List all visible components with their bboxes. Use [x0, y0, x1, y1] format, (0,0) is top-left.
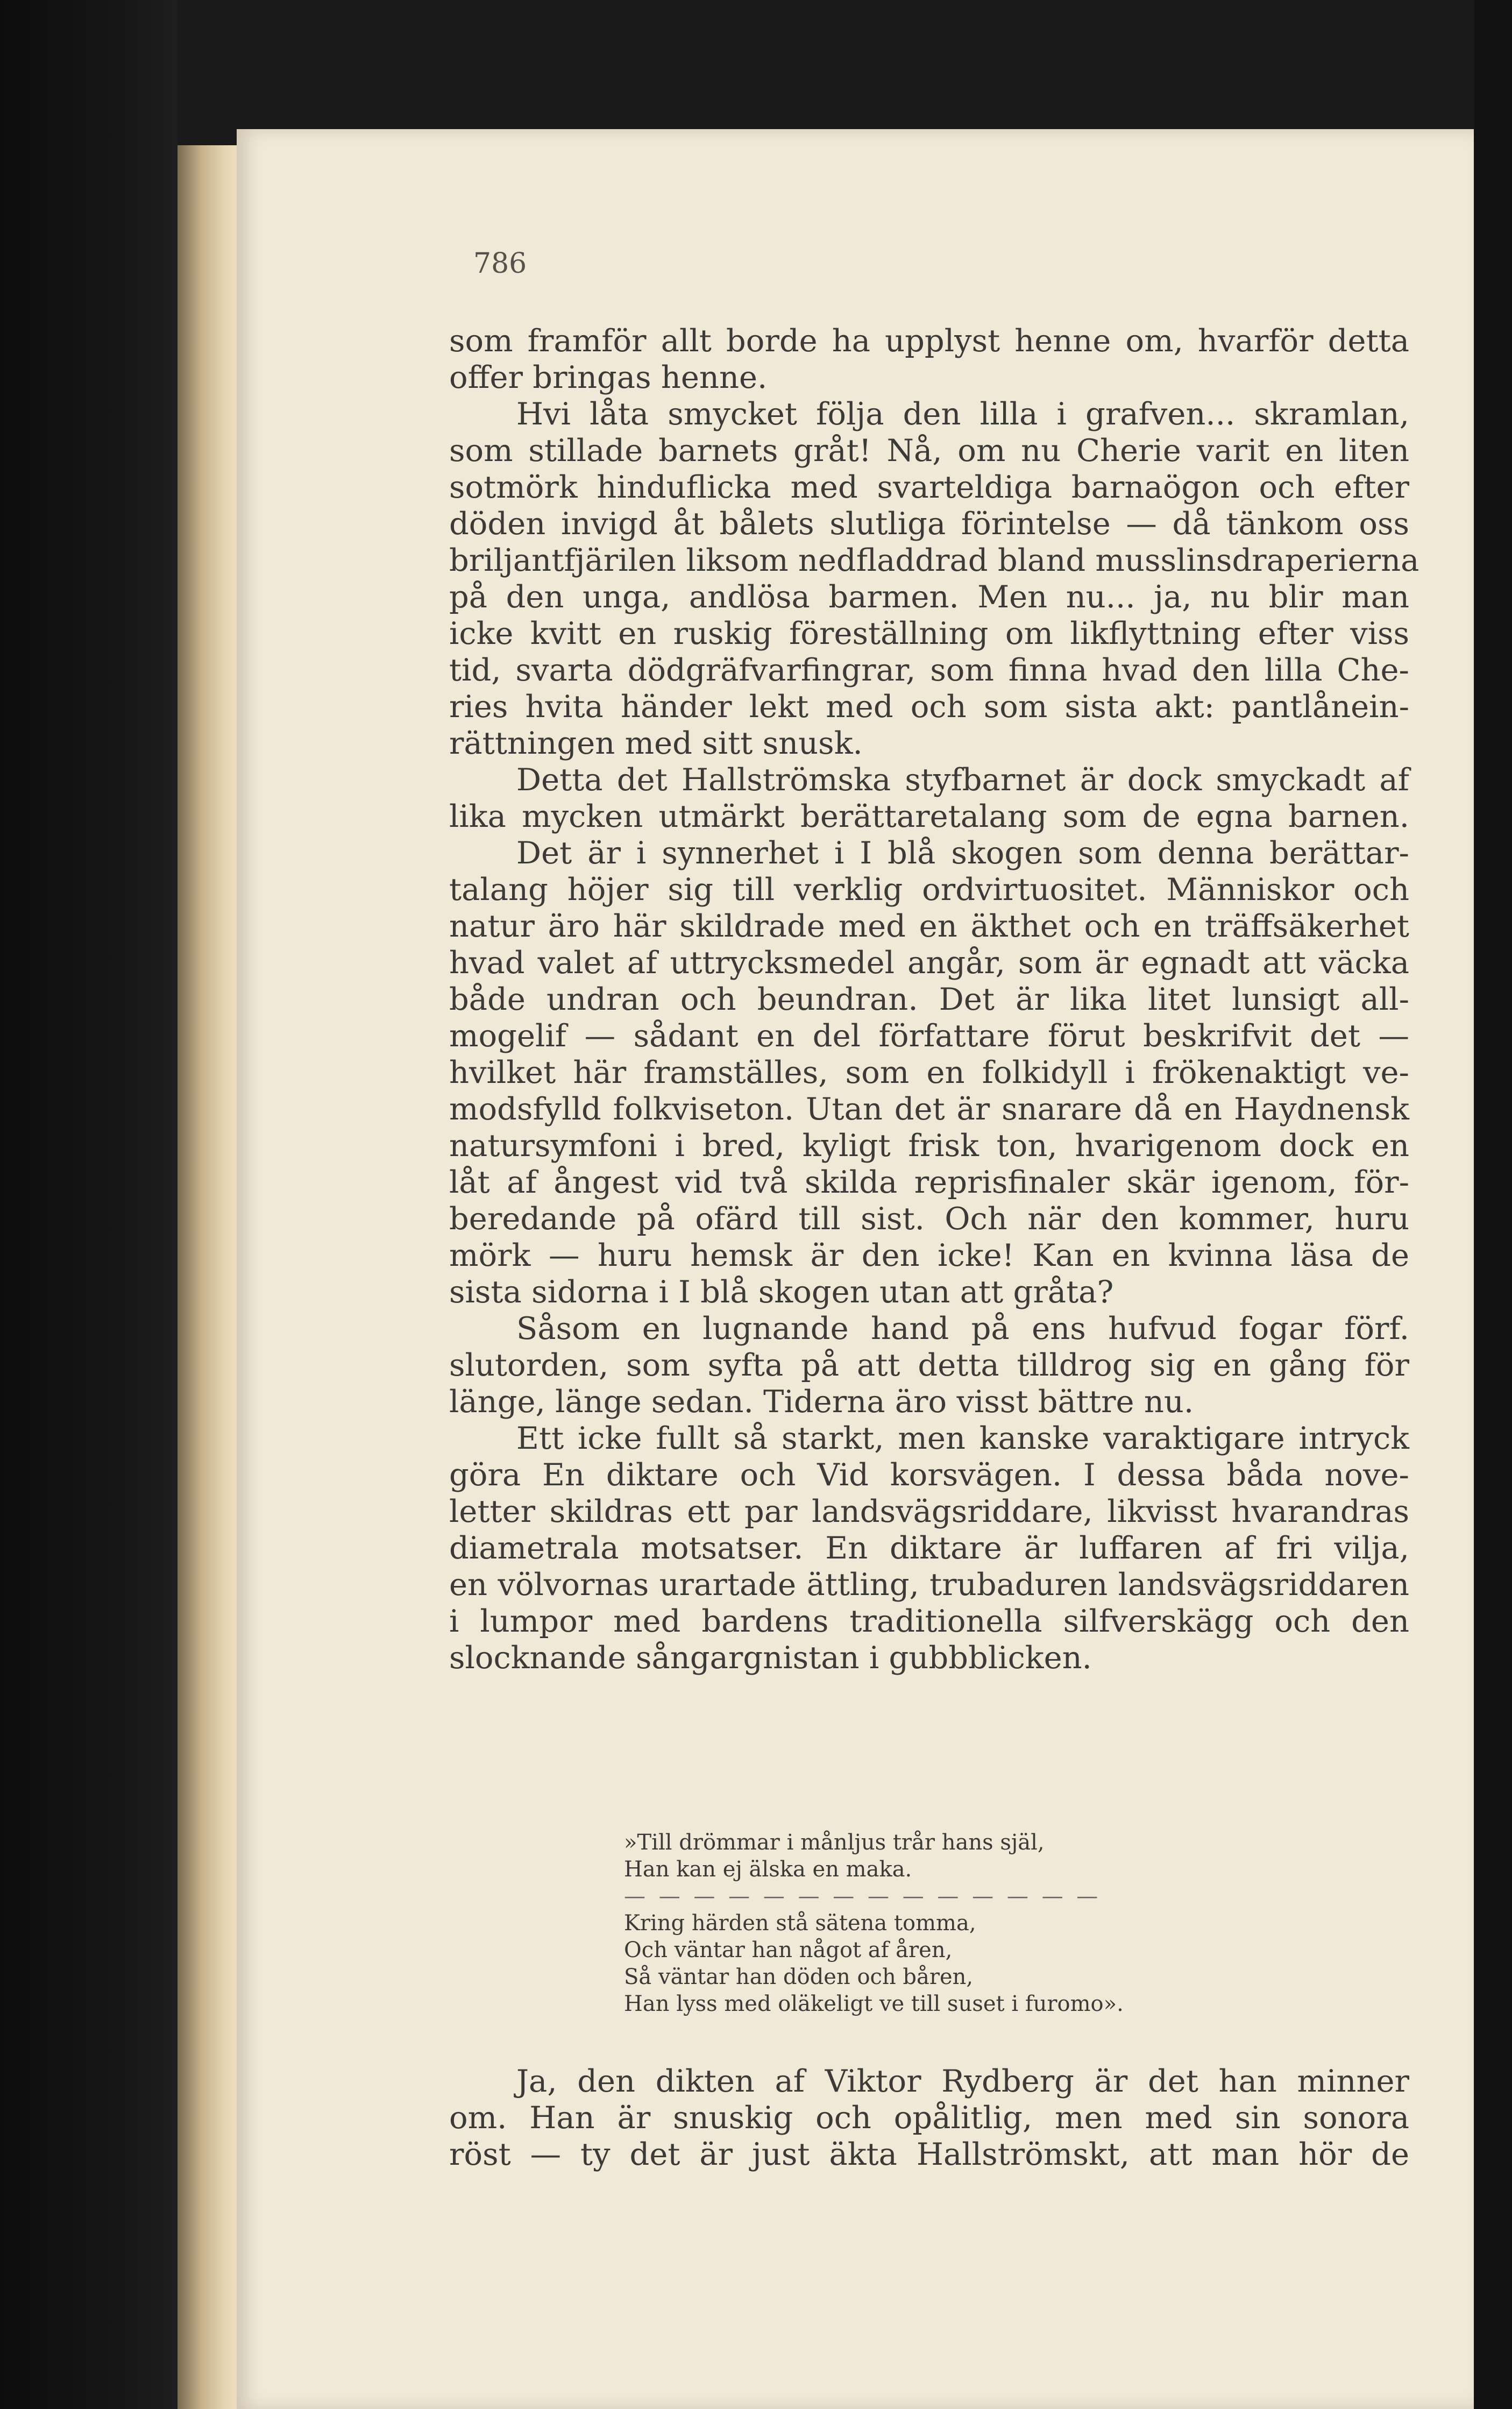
text-line: hvilket här framställes, som en folkidyll i frökenaktigt ve- [449, 1054, 1409, 1090]
poem-line: Han kan ej älska en maka. [624, 1857, 912, 1882]
text-line: offer bringas henne. [449, 359, 768, 395]
text-line: tid, svarta dödgräfvarfingrar, som finna hvad den lilla Che- [449, 652, 1409, 688]
text-line: Detta det Hallströmska styfbarnet är dock smyckadt af [516, 762, 1409, 798]
text-line: mörk — huru hemsk är den icke! Kan en kvinna läsa de [449, 1237, 1409, 1273]
text-line: Hvi låta smycket följa den lilla i grafven... skramlan, [516, 396, 1409, 432]
text-line: beredande på ofärd till sist. Och när den kommer, huru [449, 1201, 1409, 1237]
text-line: sista sidorna i I blå skogen utan att gråta? [449, 1274, 1114, 1310]
text-line: en völvornas urartade ättling, trubaduren landsvägsriddaren [449, 1567, 1409, 1603]
poem-line: Han lyss med oläkeligt ve till suset i furomo». [624, 1992, 1124, 2016]
text-line: slocknande sångargnistan i gubbblicken. [449, 1640, 1092, 1676]
text-line: på den unga, andlösa barmen. Men nu... ja, nu blir man [449, 579, 1409, 615]
text-line: i lumpor med bardens traditionella silfverskägg och den [449, 1603, 1409, 1639]
scan-border [1474, 0, 1512, 2409]
poem-line: Kring härden stå sätena tomma, [624, 1911, 976, 1936]
text-line: talang höjer sig till verklig ordvirtuositet. Människor och [449, 872, 1409, 908]
poem-line: »Till drömmar i månljus trår hans själ, [624, 1830, 1045, 1855]
text-line: röst — ty det är just äkta Hallströmskt, att man hör de [449, 2136, 1409, 2172]
text-line: sotmörk hinduflicka med svarteldiga barnaögon och efter [449, 469, 1409, 505]
text-line: modsfylld folkviseton. Utan det är snarare då en Haydnensk [449, 1091, 1409, 1127]
poem-line: Och väntar han något af åren, [624, 1938, 953, 1962]
text-line: hvad valet af uttrycksmedel angår, som är egnadt att väcka [449, 945, 1409, 981]
text-line: Ett icke fullt så starkt, men kanske varaktigare intryck [516, 1420, 1409, 1456]
text-line: diametrala motsatser. En diktare är luffaren af fri vilja, [449, 1530, 1409, 1566]
text-line: mogelif — sådant en del författare förut beskrifvit det — [449, 1018, 1409, 1054]
page-number: 786 [473, 247, 527, 280]
poem-quote [624, 1829, 1124, 2017]
poem-ellipsis-dashes: — — — — — — — — — — — — — — [624, 1884, 1102, 1909]
book-page [237, 129, 1474, 2409]
text-line: slutorden, som syfta på att detta tilldrog sig en gång för [449, 1347, 1409, 1383]
text-line: briljantfjärilen liksom nedfladdrad bland musslinsdraperierna [449, 542, 1419, 578]
text-line: rättningen med sitt snusk. [449, 725, 863, 761]
text-line: lika mycken utmärkt berättaretalang som de egna barnen. [449, 798, 1409, 834]
poem-line: Så väntar han döden och båren, [624, 1965, 974, 1989]
text-line: letter skildras ett par landsvägsriddare, likvisst hvarandras [449, 1493, 1409, 1529]
text-line: om. Han är snuskig och opålitlig, men med sin sonora [449, 2100, 1409, 2136]
text-line: göra En diktare och Vid korsvägen. I dessa båda nove- [449, 1457, 1409, 1493]
text-line: natur äro här skildrade med en äkthet och en träffsäkerhet [449, 908, 1409, 944]
text-line: natursymfoni i bred, kyligt frisk ton, hvarigenom dock en [449, 1128, 1409, 1164]
book-spine-shadow [0, 0, 178, 2409]
body-text [449, 323, 1419, 1676]
text-line: Det är i synnerhet i I blå skogen som denna berättar- [516, 835, 1409, 871]
text-line: både undran och beundran. Det är lika litet lunsigt all- [449, 981, 1409, 1017]
text-line: Ja, den dikten af Viktor Rydberg är det han minner [516, 2063, 1409, 2099]
text-line: som stillade barnets gråt! Nå, om nu Cherie varit en liten [449, 433, 1409, 469]
text-line: ries hvita händer lekt med och som sista akt: pantlånein- [449, 689, 1409, 725]
closing-paragraph [449, 2063, 1409, 2173]
text-line: som framför allt borde ha upplyst henne om, hvarför detta [449, 323, 1409, 359]
text-line: Såsom en lugnande hand på ens hufvud fogar förf. [516, 1310, 1409, 1347]
text-line: låt af ångest vid två skilda reprisfinaler skär igenom, för- [449, 1164, 1409, 1200]
text-line: icke kvitt en ruskig föreställning om likflyttning efter viss [449, 615, 1409, 651]
text-line: länge, länge sedan. Tiderna äro visst bättre nu. [449, 1384, 1194, 1420]
text-line: döden invigd åt bålets slutliga förintelse — då tänkom oss [449, 506, 1409, 542]
